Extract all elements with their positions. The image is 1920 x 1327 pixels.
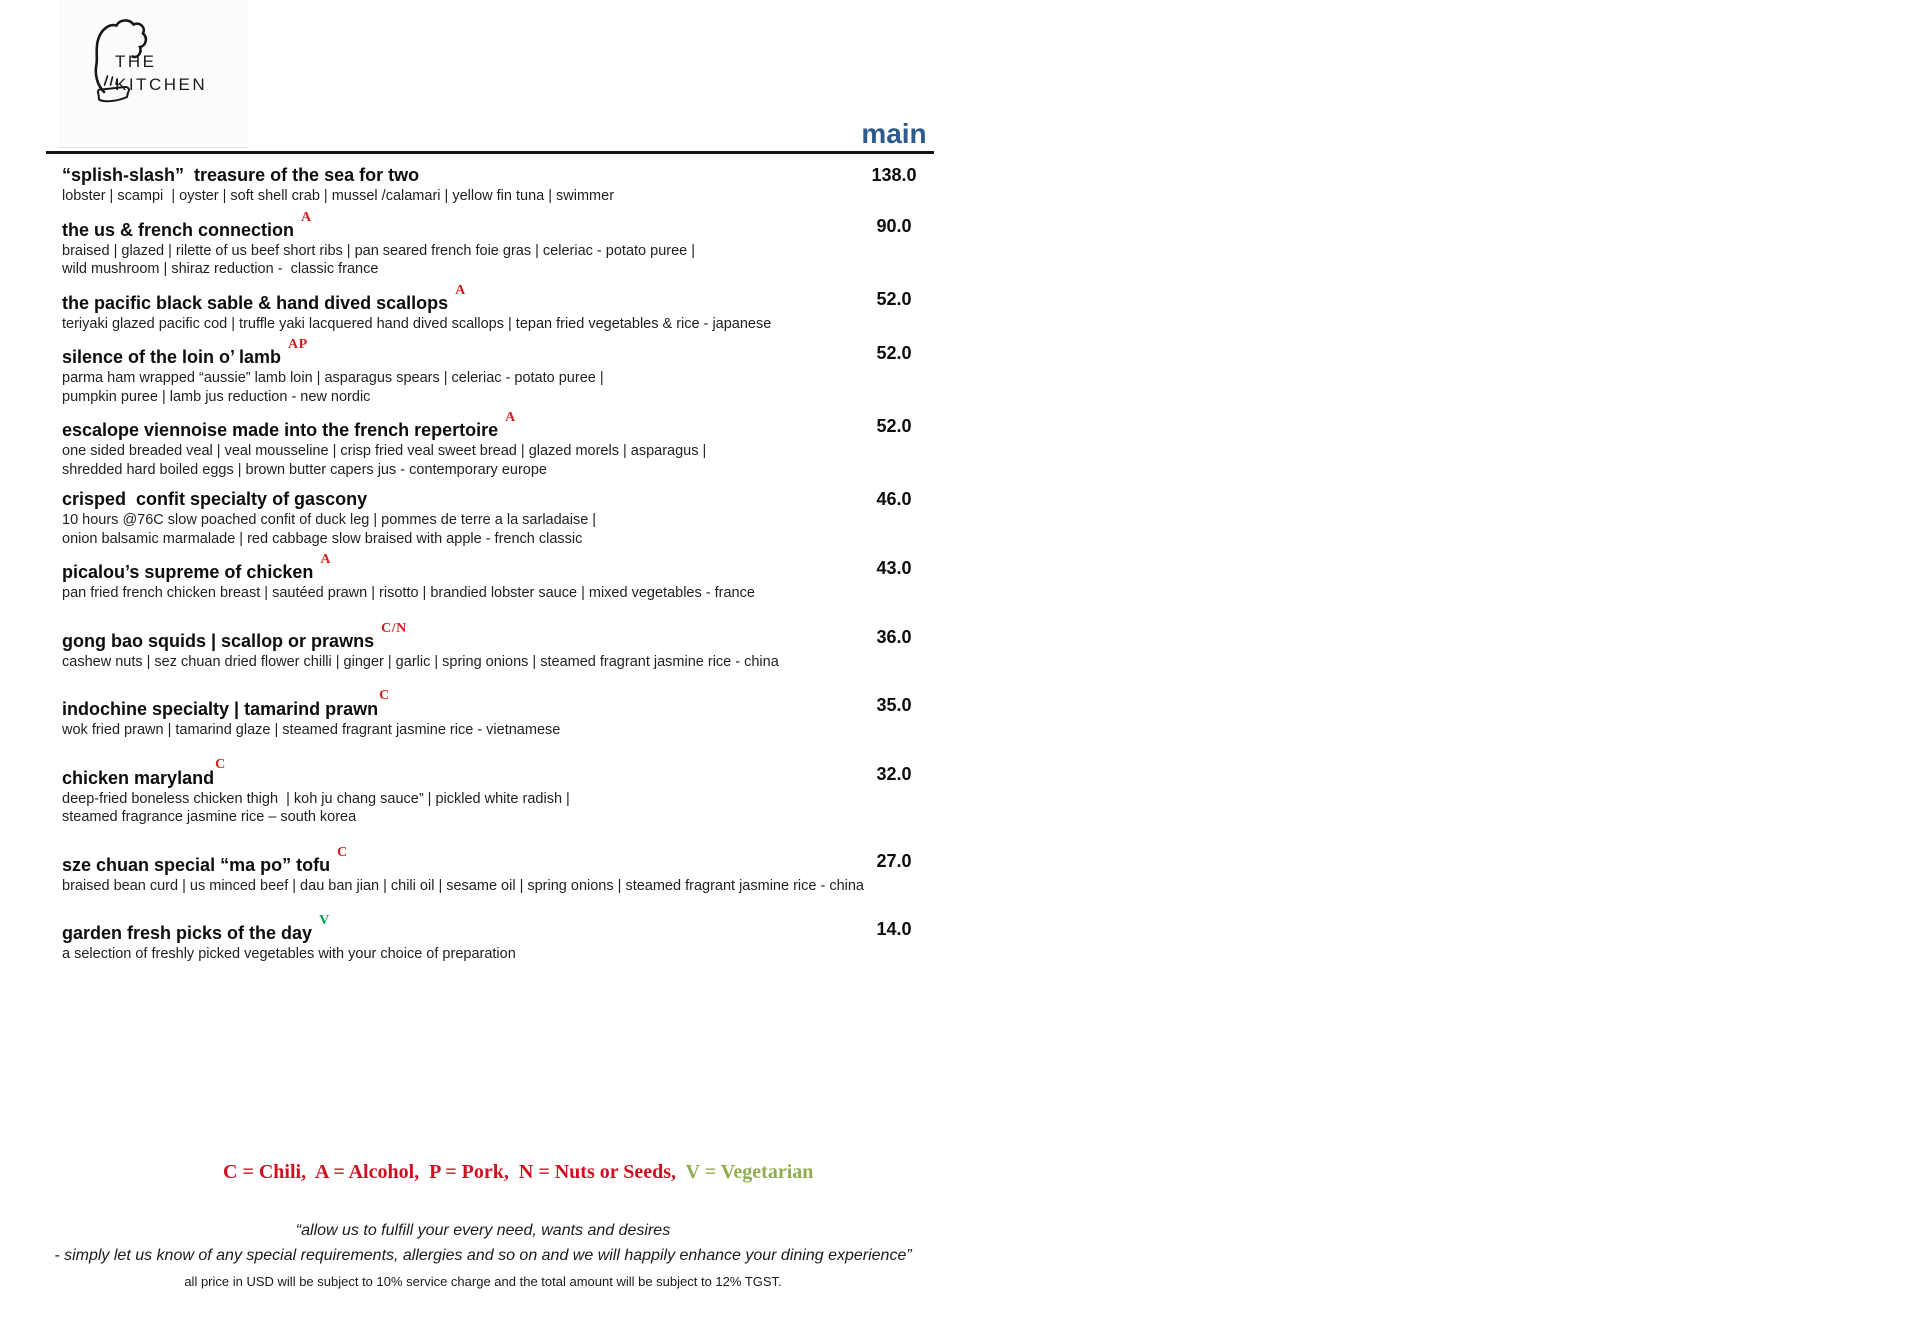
item-desc-line: wild mushroom | shiraz reduction - classic france <box>62 261 379 277</box>
menu-items <box>62 163 942 986</box>
allergen-badge: A <box>505 410 516 425</box>
footer-service-note: all price in USD will be subject to 10% service charge and the total amount will be subject to 12% TGST. <box>184 1274 782 1289</box>
item-price: 138.0 <box>871 165 917 185</box>
allergen-badge: C/N <box>381 620 407 636</box>
menu-item <box>62 620 942 672</box>
item-desc-line: wok fried prawn | tamarind glaze | steamed fragrant jasmine rice - vietnamese <box>62 722 561 738</box>
item-price: 52.0 <box>876 343 912 363</box>
item-name: picalou’s supreme of chicken <box>62 562 314 582</box>
allergen-badge: A <box>301 209 312 225</box>
item-desc-line: a selection of freshly picked vegetables with your choice of preparation <box>62 946 516 962</box>
menu-item <box>62 282 942 334</box>
item-name: the pacific black sable & hand dived scallops <box>62 292 449 313</box>
allergen-badge: A <box>320 552 332 567</box>
menu-item <box>62 337 942 406</box>
allergen-badge: C <box>337 844 348 860</box>
allergen-badge: V <box>319 913 330 928</box>
item-desc-line: onion balsamic marmalade | red cabbage slow braised with apple - french classic <box>62 530 583 547</box>
logo-wordmark <box>115 50 207 96</box>
footer-quote <box>0 1218 966 1268</box>
item-desc-line: parma ham wrapped “aussie” lamb loin | asparagus spears | celeriac - potato puree | <box>62 370 604 386</box>
allergen-badge: AP <box>288 337 308 352</box>
section-title-main: main <box>861 118 927 149</box>
footer-quote-line-2: - simply let us know of any special requirements, allergies and so on and we will happily enhance your dining experience” <box>54 1247 912 1264</box>
menu-item <box>62 913 942 964</box>
item-desc-line: lobster | scampi | oyster | soft shell crab | mussel /calamari | yellow fin tuna | swimmer <box>62 188 615 204</box>
item-desc-line: steamed fragrance jasmine rice – south korea <box>62 809 357 825</box>
item-desc-line: pumpkin puree | lamb jus reduction - new nordic <box>62 388 371 405</box>
menu-item <box>62 410 942 479</box>
item-name: silence of the loin o’ lamb <box>62 347 282 367</box>
menu-item <box>62 163 942 206</box>
menu-item <box>62 552 942 603</box>
item-desc-line: pan fried french chicken breast | sautéed prawn | risotto | brandied lobster sauce | mixed vegetables - france <box>62 585 755 601</box>
item-price: 52.0 <box>876 416 912 436</box>
menu-item <box>62 209 942 279</box>
item-name: the us & french connection <box>62 219 295 240</box>
logo-line-2: KITCHEN <box>115 75 208 94</box>
item-price: 14.0 <box>876 919 912 939</box>
item-desc-line: one sided breaded veal | veal mousseline | crisp fried veal sweet bread | glazed morels | asparagus | <box>62 443 707 459</box>
menu-item <box>62 756 942 827</box>
item-name: chicken maryland <box>62 767 215 788</box>
allergen-badge: A <box>455 282 466 298</box>
item-desc-line: braised | glazed | rilette of us beef short ribs | pan seared french foie gras | celeriac - potato puree | <box>62 242 696 259</box>
item-name: gong bao squids | scallop or prawns <box>62 630 375 651</box>
item-name: indochine specialty | tamarind prawn <box>62 699 379 719</box>
item-name: garden fresh picks of the day <box>62 923 313 943</box>
item-price: 43.0 <box>876 558 912 578</box>
item-desc-line: cashew nuts | sez chuan dried flower chilli | ginger | garlic | spring onions | steamed fragrant jasmine rice - china <box>62 653 779 670</box>
logo-line-1: THE <box>115 52 157 71</box>
item-price: 46.0 <box>876 489 912 509</box>
item-price: 52.0 <box>876 288 912 309</box>
item-desc-line: braised bean curd | us minced beef | dau ban jian | chili oil | sesame oil | spring onions | steamed fragrant jasmine rice - china <box>62 877 864 894</box>
restaurant-logo <box>58 0 248 148</box>
item-price: 27.0 <box>876 850 912 871</box>
allergen-badge: C <box>215 756 226 772</box>
menu-item <box>62 688 942 740</box>
item-desc-line: deep-fried boneless chicken thigh | koh ju chang sauce” | pickled white radish | <box>62 790 570 807</box>
footer-quote-line-1: “allow us to fulfill your every need, wants and desires <box>295 1222 671 1239</box>
item-price: 90.0 <box>876 215 912 236</box>
item-price: 36.0 <box>876 626 912 647</box>
item-desc-line: shredded hard boiled eggs | brown butter capers jus - contemporary europe <box>62 461 547 478</box>
header-divider <box>46 151 934 154</box>
allergen-legend <box>203 1138 813 1207</box>
menu-item <box>62 487 942 548</box>
item-desc-line: 10 hours @76C slow poached confit of duck leg | pommes de terre a la sarladaise | <box>62 512 597 528</box>
item-price: 32.0 <box>876 763 912 784</box>
legend-allergens-text: C = Chili, A = Alcohol, P = Pork, N = Nuts or Seeds, <box>223 1161 677 1183</box>
item-name: “splish-slash” treasure of the sea for two <box>62 165 420 185</box>
menu-item <box>62 844 942 896</box>
item-name: sze chuan special “ma po” tofu <box>62 854 331 875</box>
item-desc-line: teriyaki glazed pacific cod | truffle yaki lacquered hand dived scallops | tepan fried vegetables & rice - japanese <box>62 315 772 332</box>
legend-vegetarian-text: V = Vegetarian <box>676 1161 814 1183</box>
allergen-badge: C <box>379 688 390 703</box>
item-price: 35.0 <box>876 695 912 715</box>
item-name: crisped confit specialty of gascony <box>62 489 368 509</box>
item-name: escalope viennoise made into the french repertoire <box>62 420 499 440</box>
